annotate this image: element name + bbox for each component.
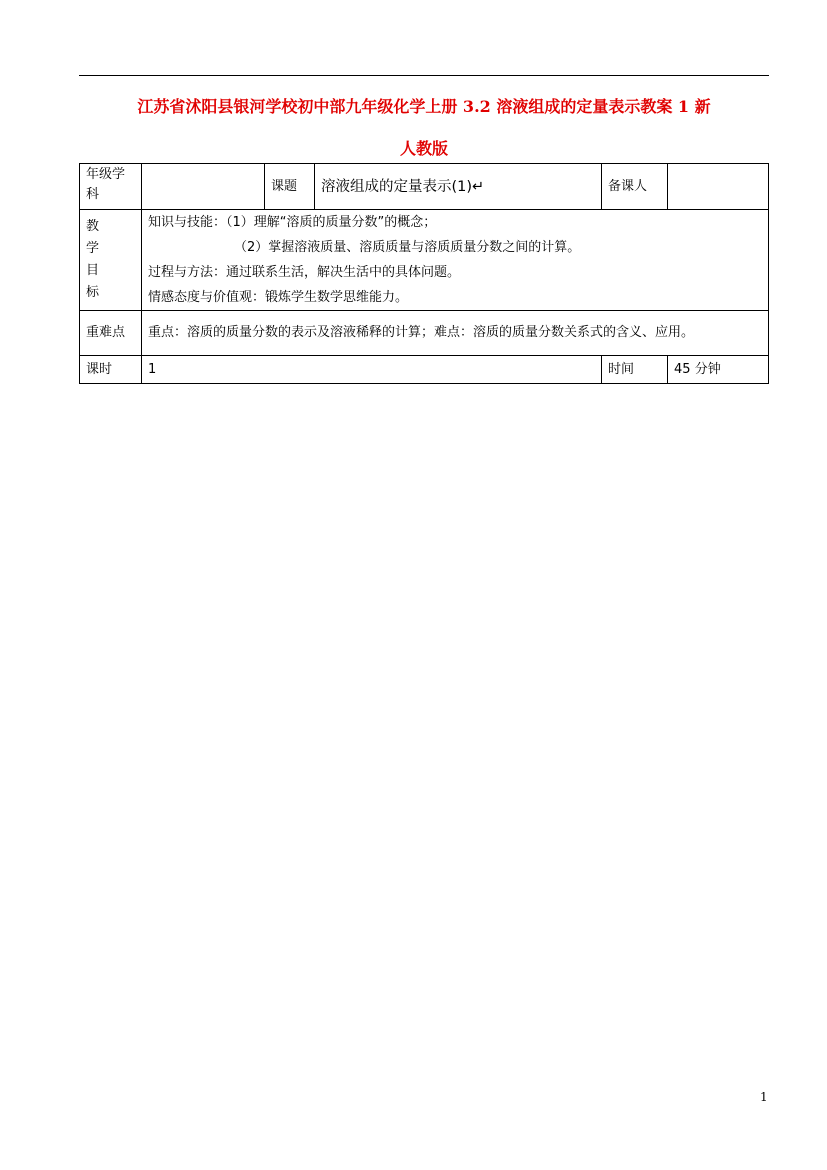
header-rule <box>79 75 769 76</box>
title-line-2: 人教版 <box>399 139 448 158</box>
title-line-1: 江苏省沭阳县银河学校初中部九年级化学上册 3.2 溶液组成的定量表示教案 1 新 <box>137 97 711 116</box>
objectives-label <box>80 210 142 311</box>
topic-label: 课题 <box>265 164 315 210</box>
preparer-label: 备课人 <box>602 164 668 210</box>
document-title <box>79 86 769 170</box>
objectives-label-char: 学 <box>86 241 100 256</box>
time-value: 45 分钟 <box>668 356 769 384</box>
time-label: 时间 <box>602 356 668 384</box>
grade-subject-label: 年级学科 <box>80 164 142 210</box>
key-difficult-label: 重难点 <box>80 311 142 356</box>
objective-line: 情感态度与价值观：锻炼学生数学思维能力。 <box>148 290 409 305</box>
objectives-label-char: 教 <box>86 219 100 234</box>
table-row <box>80 356 769 384</box>
table-row <box>80 311 769 356</box>
topic-value: 溶液组成的定量表示(1)↵ <box>315 164 602 210</box>
page-number: 1 <box>760 1090 768 1104</box>
table-row <box>80 210 769 311</box>
objectives-content <box>142 210 769 311</box>
objectives-label-char: 目 <box>86 263 100 278</box>
objective-line: 知识与技能：（1）理解“溶质的质量分数”的概念； <box>148 215 437 230</box>
grade-subject-value <box>142 164 265 210</box>
objective-line: 过程与方法：通过联系生活，解决生活中的具体问题。 <box>148 265 461 280</box>
preparer-value <box>668 164 769 210</box>
key-difficult-value: 重点：溶质的质量分数的表示及溶液稀释的计算；难点：溶质的质量分数关系式的含义、应用。 <box>142 311 769 356</box>
table-row <box>80 164 769 210</box>
objective-line: （2）掌握溶液质量、溶质质量与溶质质量分数之间的计算。 <box>234 240 581 255</box>
hours-value: 1 <box>142 356 602 384</box>
lesson-plan-table <box>79 163 769 384</box>
objectives-label-char: 标 <box>86 285 100 300</box>
hours-label: 课时 <box>80 356 142 384</box>
